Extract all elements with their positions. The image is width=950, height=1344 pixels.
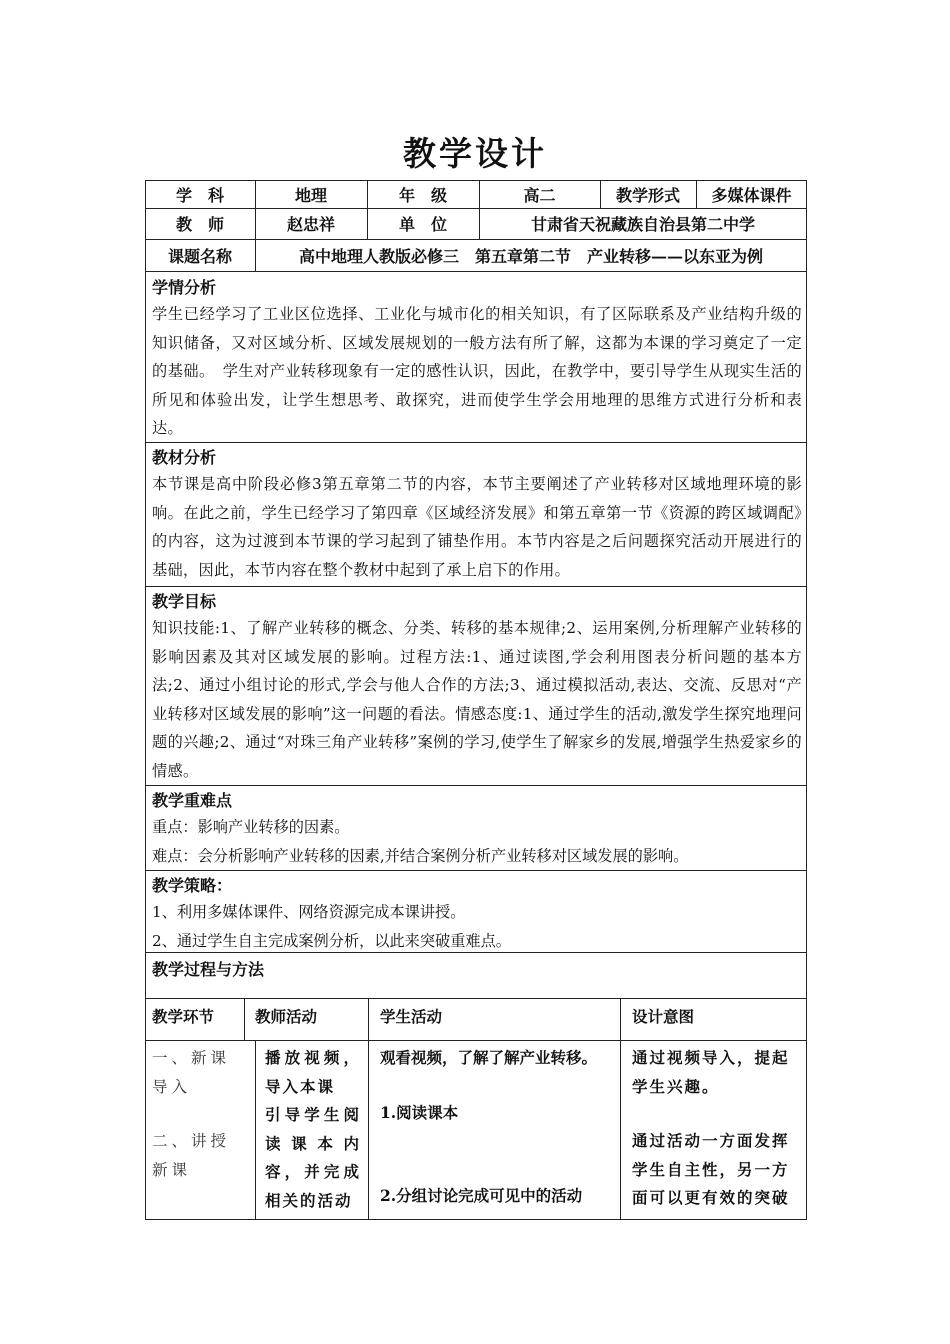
row-divider bbox=[145, 271, 807, 272]
key-point-line: 重点：影响产业转移的因素。 bbox=[152, 818, 350, 836]
section-student-analysis bbox=[152, 276, 802, 443]
section-textbook-analysis bbox=[152, 446, 802, 584]
row-divider bbox=[145, 586, 807, 587]
section-heading: 教学目标 bbox=[152, 592, 217, 611]
subject-value: 地理 bbox=[294, 185, 327, 205]
student-activity-1: 观看视频，了解了解产业转移。 bbox=[380, 1048, 598, 1067]
student-activity-2: 1.阅读课本 bbox=[380, 1103, 459, 1122]
topic-label: 课题名称 bbox=[167, 246, 232, 266]
design-intent-2: 通过活动一方面发挥学生自主性，另一方面可以更有效的突破 bbox=[632, 1131, 790, 1207]
student-activity-3: 2.分组讨论完成可见中的活动 bbox=[380, 1186, 583, 1205]
teacher-value: 赵忠祥 bbox=[286, 215, 335, 234]
grade-label: 年 级 bbox=[398, 185, 447, 205]
col-header-intent: 设计意图 bbox=[632, 1007, 695, 1026]
unit-label: 单 位 bbox=[398, 215, 447, 234]
section-teaching-goals bbox=[152, 590, 802, 785]
stage-intro: 一、新课导入 bbox=[152, 1049, 231, 1096]
strategy-line: 1、利用多媒体课件、网络资源完成本课讲授。 bbox=[152, 903, 466, 921]
section-process bbox=[152, 958, 802, 982]
row-divider bbox=[145, 785, 807, 786]
section-heading: 学情分析 bbox=[152, 278, 217, 297]
teacher-activity-2: 引导学生阅读课本内容，并完成相关的活动 bbox=[265, 1105, 361, 1210]
section-heading: 教学重难点 bbox=[152, 791, 233, 810]
teacher-activity-1: 播放视频，导入本课 bbox=[265, 1048, 361, 1096]
col-divider bbox=[244, 998, 245, 1040]
row-divider bbox=[145, 870, 807, 871]
row-divider bbox=[145, 1040, 807, 1041]
document-title: 教学设计 bbox=[403, 134, 547, 173]
difficulty-line: 难点：会分析影响产业转移的因素,并结合案例分析产业转移对区域发展的影响。 bbox=[152, 846, 689, 865]
col-divider bbox=[368, 998, 369, 1220]
section-heading: 教学过程与方法 bbox=[152, 960, 265, 979]
section-strategy bbox=[152, 874, 802, 955]
form-label: 教学形式 bbox=[615, 185, 680, 205]
col-header-student: 学生活动 bbox=[380, 1007, 443, 1026]
col-header-stage: 教学环节 bbox=[152, 1007, 215, 1026]
subject-label: 学 科 bbox=[175, 185, 224, 205]
stage-teach: 二、讲授新课 bbox=[152, 1132, 231, 1179]
design-intent-1: 通过视频导入，提起学生兴趣。 bbox=[632, 1048, 790, 1096]
topic-value: 高中地理人教版必修三 第五章第二节 产业转移——以东亚为例 bbox=[298, 246, 763, 266]
section-heading: 教材分析 bbox=[152, 448, 217, 467]
col-divider bbox=[255, 1040, 256, 1220]
col-divider bbox=[620, 998, 621, 1220]
strategy-line: 2、通过学生自主完成案例分析，以此来突破重难点。 bbox=[152, 931, 511, 950]
section-text: 学生已经学习了工业区位选择、工业化与城市化的相关知识，有了区际联系及产业结构升级的知识储备，又对区域分析、区域发展规划的一般方法有所了解，这都为本课的学习奠定了一定的基础。 学生对产业转移现象有一定的感性认识，因此，在教学中，要引导学生从现实生活的所见和体验出发，让学生想思考、敢探究，进而使学生学会用地理的思维方式进行分析和表达。 bbox=[152, 305, 802, 437]
col-header-teacher: 教师活动 bbox=[255, 1007, 318, 1026]
teacher-label: 教 师 bbox=[175, 215, 224, 234]
grade-value: 高二 bbox=[523, 185, 556, 205]
section-key-points bbox=[152, 789, 802, 870]
section-heading: 教学策略： bbox=[152, 876, 233, 895]
section-text: 知识技能:1、了解产业转移的概念、分类、转移的基本规律;2、运用案例,分析理解产业转移的影响因素及其对区域发展的影响。过程方法:1、通过读图,学会利用图表分析问题的基本方法;2、通过小组讨论的形式,学会与他人合作的方法;3、通过模拟活动,表达、交流、反思对“产业转移对区域发展的影响”这一问题的看法。情感态度:1、通过学生的活动,激发学生探究地理问题的兴趣;2、通过“对珠三角产业转移”案例的学习,使学生了解家乡的发展,增强学生热爱家乡的情感。 bbox=[152, 619, 802, 780]
section-text: 本节课是高中阶段必修3第五章第二节的内容，本节主要阐述了产业转移对区域地理环境的影响。在此之前，学生已经学习了第四章《区域经济发展》和第五章第一节《资源的跨区域调配》的内容，这为过渡到本节课的学习起到了铺垫作用。本节内容是之后问题探究活动开展进行的基础，因此，本节内容在整个教材中起到了承上启下的作用。 bbox=[152, 475, 802, 579]
unit-value: 甘肃省天祝藏族自治县第二中学 bbox=[530, 215, 755, 234]
form-value: 多媒体课件 bbox=[711, 185, 792, 205]
